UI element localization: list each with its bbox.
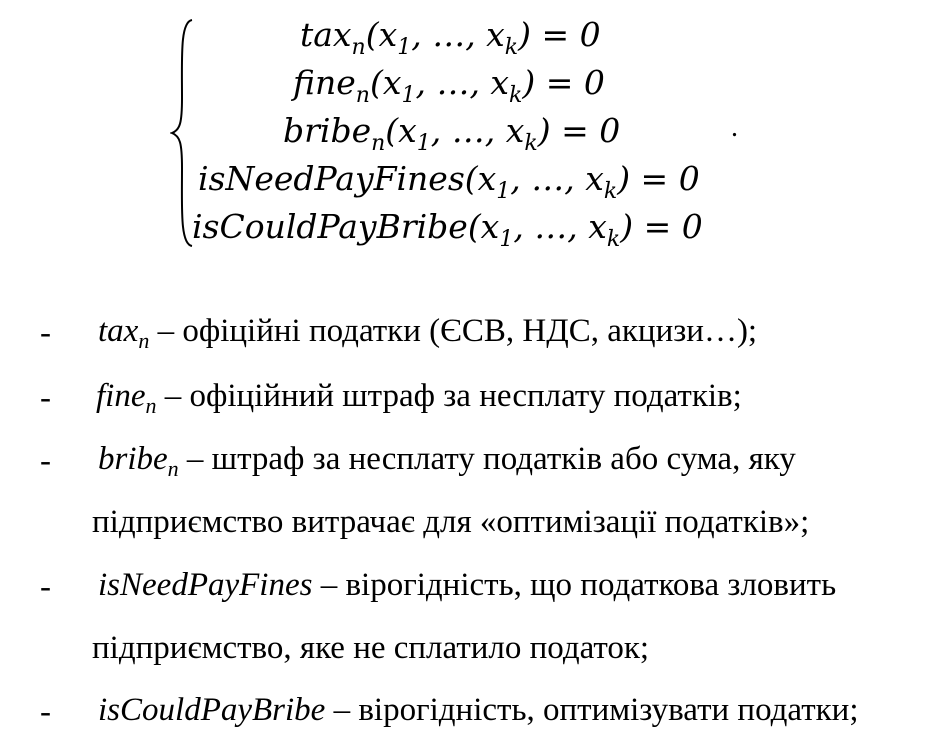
equation-fine: $fine_n(x_1$, …, $x_k) = 0$ [293, 63, 605, 108]
definition-is-could-pay-bribe: isCouldPayBribe – вірогідність, оптимізувати податки; [98, 692, 859, 728]
definition-var: isCouldPayBribe [98, 692, 326, 728]
bullet-dash: - [40, 380, 51, 416]
definition-var: bribe$_n$ [98, 441, 179, 481]
equation-bribe: $bribe_n(x_1$, …, $x_k) = 0$ [283, 111, 621, 156]
equation-tax: $tax_n(x_1$, …, $x_k) = 0$ [300, 15, 601, 60]
equation-is-could-pay-bribe: $isCouldPayBribe(x_1$, …, $x_k) = 0$ [192, 207, 703, 252]
definition-var: fine$_n$ [96, 378, 157, 418]
definition-is-need-pay-fines-continuation: підприємство, яке не сплатило податок; [92, 630, 650, 666]
definition-bribe: bribe$_n$ – штраф за несплату податків або сума, яку [98, 441, 796, 481]
bullet-dash: - [40, 315, 51, 351]
definition-is-need-pay-fines: isNeedPayFines – вірогідність, що податкова зловить [98, 567, 837, 603]
bullet-dash: - [40, 694, 51, 730]
definition-var: isNeedPayFines [98, 567, 313, 603]
definition-bribe-continuation: підприємство витрачає для «оптимізації податків»; [92, 504, 810, 540]
equation-is-need-pay-fines: $isNeedPayFines(x_1$, …, $x_k) = 0$ [198, 159, 700, 204]
bullet-dash: - [40, 569, 51, 605]
bullet-dash: - [40, 443, 51, 479]
definition-fine: fine$_n$ – офіційний штраф за несплату податків; [96, 378, 742, 418]
system-terminator: . [731, 112, 738, 143]
definition-tax: tax$_n$ – офіційні податки (ЄСВ, НДС, акцизи…); [98, 313, 758, 353]
definition-var: tax$_n$ [98, 313, 150, 353]
